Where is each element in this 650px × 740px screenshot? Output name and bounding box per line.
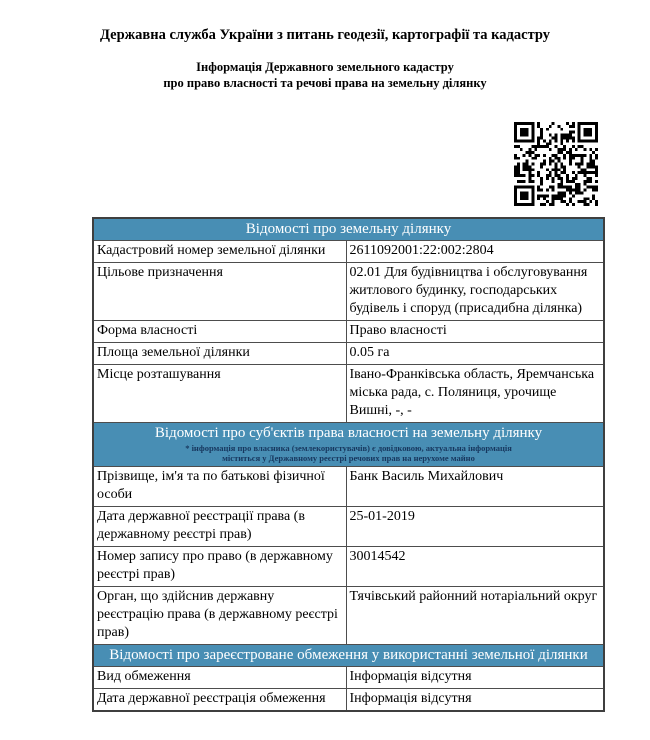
row-label: Дата державної реєстрація обмеження xyxy=(93,689,346,712)
row-label: Площа земельної ділянки xyxy=(93,343,346,365)
row-value: Право власності xyxy=(346,321,604,343)
section-note: * інформація про власника (землекористувачів) є довідковою, актуальна інформація міститься у Державному реєстрі речових прав на нерухоме майно xyxy=(185,443,512,463)
table-row xyxy=(93,365,604,423)
table-row xyxy=(93,507,604,547)
section-header xyxy=(93,423,604,467)
row-label: Форма власності xyxy=(93,321,346,343)
document-subtitle-line2: про право власності та речові права на земельну ділянку xyxy=(163,76,487,90)
table-row xyxy=(93,343,604,365)
table-row xyxy=(93,321,604,343)
row-value: Івано-Франківська область, Яремчанська міська рада, с. Поляниця, урочище Вишні, -, - xyxy=(346,365,604,423)
section-header xyxy=(93,218,604,241)
table-row xyxy=(93,467,604,507)
row-value: 30014542 xyxy=(346,547,604,587)
document-header xyxy=(0,0,650,91)
section-title: Відомості про суб'єктів права власності на земельну ділянку xyxy=(154,425,543,441)
section-header-row xyxy=(93,218,604,241)
row-label: Цільове призначення xyxy=(93,263,346,321)
row-label: Місце розташування xyxy=(93,365,346,423)
table-row xyxy=(93,689,604,712)
section-header-row xyxy=(93,645,604,667)
cadastre-table xyxy=(92,217,605,712)
table-row xyxy=(93,263,604,321)
row-label: Дата державної реєстрації права (в державному реєстрі прав) xyxy=(93,507,346,547)
row-value: Інформація відсутня xyxy=(346,667,604,689)
agency-title: Державна служба України з питань геодезії, картографії та кадастру xyxy=(99,27,551,43)
row-label: Прізвище, ім'я та по батькові фізичної особи xyxy=(93,467,346,507)
section-title: Відомості про зареєстроване обмеження у використанні земельної ділянки xyxy=(109,647,588,663)
qr-code xyxy=(514,122,598,206)
table-row xyxy=(93,587,604,645)
row-value: 02.01 Для будівництва і обслуговування житлового будинку, господарських будівель і споруд (присадибна ділянка) xyxy=(346,263,604,321)
row-value: 2611092001:22:002:2804 xyxy=(346,241,604,263)
row-value: Банк Василь Михайлович xyxy=(346,467,604,507)
row-label: Номер запису про право (в державному реєстрі прав) xyxy=(93,547,346,587)
table-row xyxy=(93,667,604,689)
row-label: Орган, що здійснив державну реєстрацію права (в державному реєстрі прав) xyxy=(93,587,346,645)
document-subtitle-line1: Інформація Державного земельного кадастру xyxy=(196,60,454,74)
section-title: Відомості про земельну ділянку xyxy=(245,221,452,237)
row-label: Кадастровий номер земельної ділянки xyxy=(93,241,346,263)
section-header-row xyxy=(93,423,604,467)
row-value: Тячівський районний нотаріальний округ xyxy=(346,587,604,645)
row-value: 0.05 га xyxy=(346,343,604,365)
row-value: Інформація відсутня xyxy=(346,689,604,712)
row-label: Вид обмеження xyxy=(93,667,346,689)
table-row xyxy=(93,241,604,263)
row-value: 25-01-2019 xyxy=(346,507,604,547)
section-header xyxy=(93,645,604,667)
table-row xyxy=(93,547,604,587)
